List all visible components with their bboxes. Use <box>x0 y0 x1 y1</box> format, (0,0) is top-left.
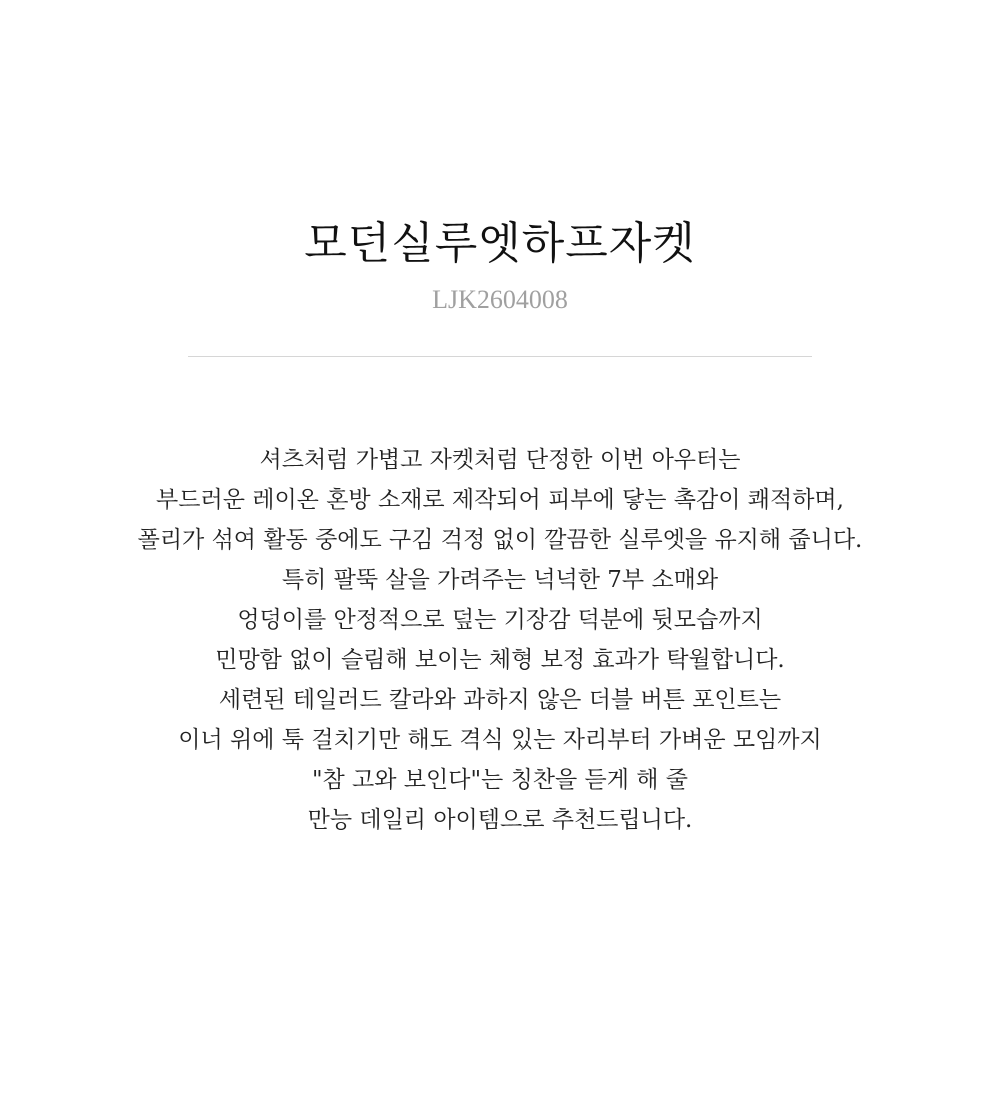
product-code: LJK2604008 <box>432 285 568 314</box>
description-line: 엉덩이를 안정적으로 덮는 기장감 덕분에 뒷모습까지 <box>237 607 763 633</box>
description-line: 부드러운 레이온 혼방 소재로 제작되어 피부에 닿는 촉감이 쾌적하며, <box>156 487 844 513</box>
description-line: 이너 위에 툭 걸치기만 해도 격식 있는 자리부터 가벼운 모임까지 <box>178 727 822 753</box>
product-title: 모던실루엣하프자켓 <box>304 218 696 269</box>
description-line: "참 고와 보인다"는 칭찬을 듣게 해 줄 <box>311 767 689 793</box>
description-line: 세련된 테일러드 칼라와 과하지 않은 더블 버튼 포인트는 <box>218 687 782 713</box>
description-line: 셔츠처럼 가볍고 자켓처럼 단정한 이번 아우터는 <box>259 447 741 473</box>
divider <box>188 356 812 357</box>
description-line: 민망함 없이 슬림해 보이는 체형 보정 효과가 탁월합니다. <box>215 647 785 673</box>
product-description <box>40 440 960 840</box>
description-line: 특히 팔뚝 살을 가려주는 넉넉한 7부 소매와 <box>281 567 719 593</box>
description-line: 폴리가 섞여 활동 중에도 구김 걱정 없이 깔끔한 실루엣을 유지해 줍니다. <box>137 527 863 553</box>
description-line: 만능 데일리 아이템으로 추천드립니다. <box>307 807 693 833</box>
